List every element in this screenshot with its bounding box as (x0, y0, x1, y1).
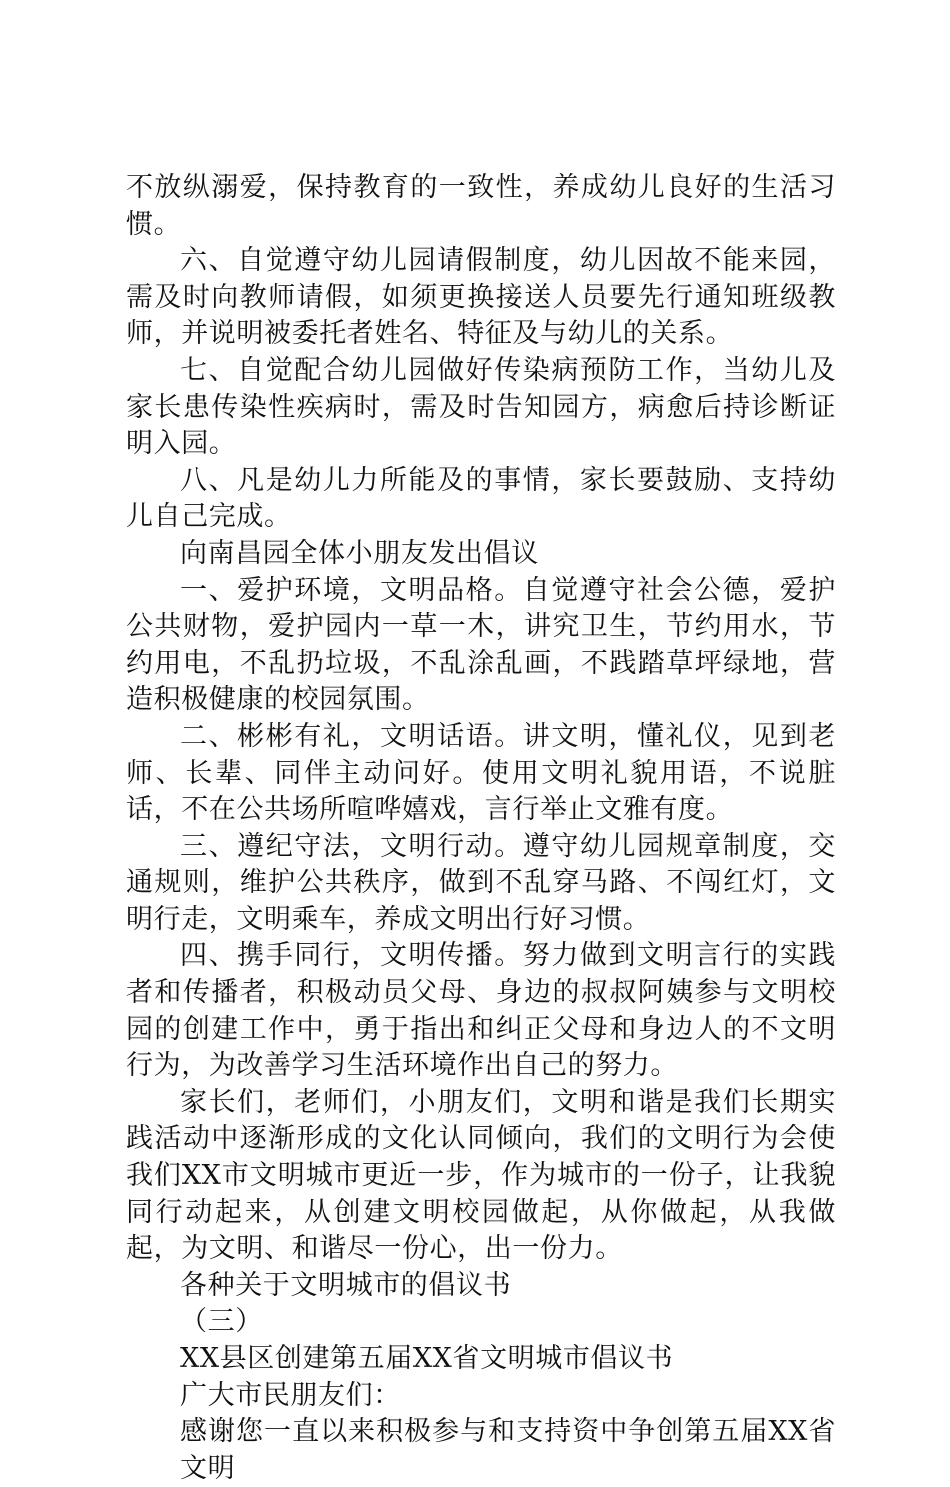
heading-section-number: （三） (180, 1306, 263, 1338)
paragraph-item-seven: 七、自觉配合幼儿园做好传染病预防工作，当幼儿及家长患传染性疾病时，需及时告知园方，病愈后持诊断证明入园。 (126, 354, 836, 460)
paragraph-item-eight: 八、凡是幼儿力所能及的事情，家长要鼓励、支持幼儿自己完成。 (126, 464, 836, 533)
heading-collection-title: 各种关于文明城市的倡议书 (180, 1269, 512, 1301)
paragraph-initiative-one: 一、爱护环境，文明品格。自觉遵守社会公德，爱护公共财物，爱护园内一草一木，讲究卫生，节约用水，节约用电，不乱扔垃圾，不乱涂乱画，不践踏草坪绿地，营造积极健康的校园氛围。 (126, 574, 836, 716)
heading-initiative-title: XX县区创建第五届XX省文明城市倡议书 (180, 1343, 674, 1374)
paragraph-closing-appeal: 家长们，老师们，小朋友们，文明和谐是我们长期实践活动中逐渐形成的文化认同倾向，我们的文明行为会使我们XX市文明城市更近一步，作为城市的一份子，让我貌同行动起来，从创建文明校园做起，从你做起，从我做起，为文明、和谐尽一份心，出一份力。 (126, 1086, 836, 1265)
paragraph-continuation: 不放纵溺爱，保持教育的一致性，养成幼儿良好的生活习惯。 (126, 172, 836, 240)
document-body (126, 170, 836, 1487)
paragraph-initiative-three: 三、遵纪守法，文明行动。遵守幼儿园规章制度，交通规则，维护公共秩序，做到不乱穿马路、不闯红灯，文明行走，文明乘车，养成文明出行好习惯。 (126, 830, 836, 935)
salutation: 广大市民朋友们： (180, 1379, 401, 1411)
section-heading-children-initiative: 向南昌园全体小朋友发出倡议 (180, 537, 539, 569)
paragraph-initiative-two: 二、彬彬有礼，文明话语。讲文明，懂礼仪，见到老师、长辈、同伴主动问好。使用文明礼貌用语，不说脏话，不在公共场所喧哗嬉戏，言行举止文雅有度。 (126, 720, 836, 826)
paragraph-item-six: 六、自觉遵守幼儿园请假制度，幼儿因故不能来园，需及时向教师请假，如须更换接送人员要先行通知班级教师，并说明被委托者姓名、特征及与幼儿的关系。 (126, 245, 836, 350)
paragraph-initiative-four: 四、携手同行，文明传播。努力做到文明言行的实践者和传播者，积极动员父母、身边的叔叔阿姨参与文明校园的创建工作中，勇于指出和纠正父母和身边人的不文明行为，为改善学习生活环境作出自己的努力。 (126, 940, 836, 1082)
paragraph-opening-line: 感谢您一直以来积极参与和支持资中争创第五届XX省文明 (180, 1416, 836, 1484)
